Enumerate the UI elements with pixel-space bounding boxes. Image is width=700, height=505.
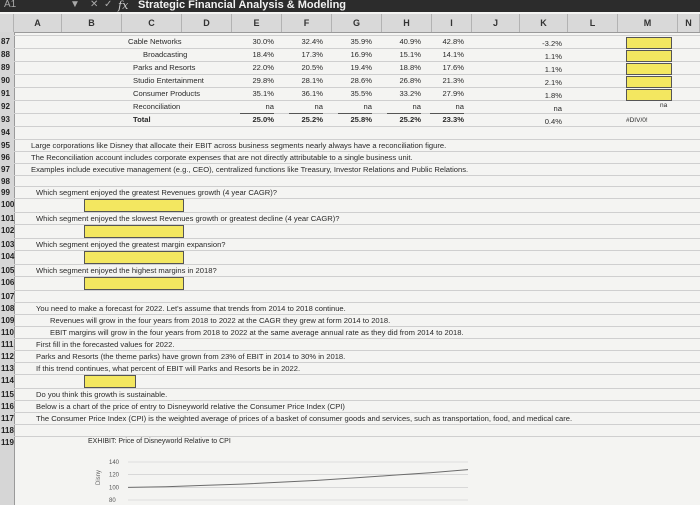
row-header-87[interactable]: 87 (1, 37, 10, 46)
segment-value[interactable]: 16.9% (350, 50, 372, 59)
row-header-93[interactable]: 93 (1, 115, 10, 124)
row-header-113[interactable]: 113 (1, 364, 14, 373)
formula-bar (0, 0, 700, 12)
note-parks-growth[interactable]: Parks and Resorts (the theme parks) have grown from 23% of EBIT in 2014 to 30% in 2018. (36, 352, 346, 361)
column-header-m[interactable]: M (618, 14, 678, 32)
column-header-d[interactable]: D (182, 14, 232, 32)
question-sustainable[interactable]: Do you think this growth is sustainable. (36, 390, 168, 399)
row-header-101[interactable]: 101 (1, 214, 15, 223)
row-gridline (14, 175, 700, 176)
m-na-value[interactable]: na (660, 102, 668, 109)
note-chart-intro[interactable]: Below is a chart of the price of entry to Disneyworld relative the Consumer Price Index (CPI) (36, 402, 345, 411)
segment-value[interactable]: 21.3% (442, 76, 464, 85)
row-header-105[interactable]: 105 (1, 266, 15, 275)
note-cpi-definition[interactable]: The Consumer Price Index (CPI) is the weighted average of prices of a basket of consumer goods and services, such as transportation, food, and medical care. (36, 414, 573, 423)
segment-value[interactable]: 35.9% (350, 37, 372, 46)
column-header-e[interactable]: E (232, 14, 282, 32)
chart-y-tick-label: 120 (109, 472, 120, 479)
input-cell-m87[interactable] (626, 37, 672, 49)
row-header-94[interactable]: 94 (1, 128, 10, 137)
note-reconciliation[interactable]: Large corporations like Disney that allocate their EBIT across business segments nearly always have a reconciliation figure. (31, 141, 447, 150)
name-box[interactable]: A1 (4, 0, 17, 10)
dropdown-icon[interactable]: ▼ (70, 0, 80, 10)
cancel-icon[interactable]: ✕ (90, 0, 99, 10)
segment-value[interactable]: 26.8% (399, 76, 421, 85)
cagr-value[interactable]: na (553, 104, 562, 113)
row-header-88[interactable]: 88 (1, 50, 10, 59)
segment-value[interactable]: 29.8% (252, 76, 274, 85)
segment-value[interactable]: 40.9% (399, 37, 421, 46)
row-header-108[interactable]: 108 (1, 304, 15, 313)
answer-cell-greatest-growth[interactable] (84, 199, 184, 212)
segment-name[interactable]: Cable Networks (128, 37, 182, 46)
column-header-a[interactable]: A (14, 14, 62, 32)
question-slowest-growth[interactable]: Which segment enjoyed the slowest Revenues growth or greatest decline (4 year CAGR)? (36, 214, 340, 223)
column-header-j[interactable]: J (472, 14, 520, 32)
segment-value[interactable]: 35.1% (252, 89, 274, 98)
segment-value[interactable]: 17.6% (442, 63, 464, 72)
row-header-118[interactable]: 118 (1, 426, 14, 435)
row-header-91[interactable]: 91 (1, 89, 10, 98)
total-value[interactable]: 25.0% (240, 113, 274, 125)
segment-value[interactable]: 20.5% (301, 63, 323, 72)
chart-y-label: Disny (96, 469, 102, 485)
segment-value[interactable]: na (455, 102, 464, 111)
row-header-99[interactable]: 99 (1, 188, 10, 197)
chart-plot (88, 440, 478, 505)
segment-value[interactable]: 33.2% (399, 89, 421, 98)
segment-value[interactable]: 30.0% (252, 37, 274, 46)
segment-value[interactable]: 14.1% (442, 50, 464, 59)
fx-icon[interactable]: fx (118, 0, 129, 12)
column-header-f[interactable]: F (282, 14, 332, 32)
segment-value[interactable]: na (314, 102, 323, 111)
segment-value[interactable]: na (265, 102, 274, 111)
row-gridline (14, 424, 700, 425)
column-header-h[interactable]: H (382, 14, 432, 32)
chart-title: EXHIBIT: Price of Disneyworld Relative to CPI (88, 438, 231, 445)
row-header-114[interactable]: 114 (1, 376, 14, 385)
segment-value[interactable]: 36.1% (301, 89, 323, 98)
segment-name[interactable]: Parks and Resorts (133, 63, 196, 72)
chart-y-tick-label: 80 (109, 498, 116, 504)
note-fill-forecast[interactable]: First fill in the forecasted values for 2022. (36, 340, 175, 349)
row-header-106[interactable]: 106 (1, 278, 15, 287)
cpi-exhibit-chart[interactable] (88, 440, 478, 505)
select-all-corner[interactable] (0, 14, 14, 32)
row-header-109[interactable]: 109 (1, 316, 15, 325)
cagr-value[interactable]: 1.8% (544, 91, 562, 100)
answer-cell-margin-expansion[interactable] (84, 251, 184, 264)
segment-value[interactable]: 18.4% (252, 50, 274, 59)
note-examples[interactable]: Examples include executive management (e.g., CEO), centralized functions like Treasury, Investor Relations and Public Relations. (31, 165, 469, 174)
question-highest-margins[interactable]: Which segment enjoyed the highest margins in 2018? (36, 266, 217, 275)
row-header-89[interactable]: 89 (1, 63, 10, 72)
question-margin-expansion[interactable]: Which segment enjoyed the greatest margin expansion? (36, 240, 226, 249)
chart-series-line (128, 470, 468, 488)
cagr-value[interactable]: 0.4% (544, 117, 562, 126)
segment-value[interactable]: 19.4% (350, 63, 372, 72)
note-revenue-growth[interactable]: Revenues will grow in the four years from 2018 to 2022 at the CAGR they grew at form 2014 to 2018. (50, 316, 391, 325)
cagr-value[interactable]: 2.1% (544, 78, 562, 87)
segment-name[interactable]: Broadcasting (143, 50, 188, 59)
segment-value[interactable]: 42.8% (442, 37, 464, 46)
segment-name[interactable]: Consumer Products (133, 89, 201, 98)
question-parks-percent[interactable]: If this trend continues, what percent of EBIT will Parks and Resorts be in 2022. (36, 364, 301, 373)
column-header-l[interactable]: L (568, 14, 618, 32)
row-gridline (14, 290, 700, 291)
row-header-92[interactable]: 92 (1, 102, 10, 111)
total-value[interactable]: 25.8% (338, 113, 372, 125)
row-header-111[interactable]: 111 (1, 340, 14, 349)
div-error-cell[interactable]: #DIV/0! (626, 117, 648, 124)
row-header-103[interactable]: 103 (1, 240, 15, 249)
cagr-value[interactable]: -3.2% (542, 39, 562, 48)
segment-value[interactable]: na (363, 102, 372, 111)
note-reconciliation-account[interactable]: The Reconciliation account includes corporate expenses that are not directly attributable to a single business unit. (31, 153, 413, 162)
chart-y-tick-label: 100 (109, 485, 120, 492)
column-header-b[interactable]: B (62, 14, 122, 32)
row-header-116[interactable]: 116 (1, 402, 14, 411)
column-header-c[interactable]: C (122, 14, 182, 32)
total-value[interactable]: 25.2% (387, 113, 421, 125)
row-header-112[interactable]: 112 (1, 352, 14, 361)
row-header-97[interactable]: 97 (1, 165, 10, 174)
column-header-n[interactable]: N (678, 14, 700, 32)
cagr-value[interactable]: 1.1% (544, 52, 562, 61)
row-header-90[interactable]: 90 (1, 76, 10, 85)
segment-value[interactable]: 18.8% (399, 63, 421, 72)
answer-cell-highest-margins[interactable] (84, 277, 184, 290)
column-header-k[interactable]: K (520, 14, 568, 32)
formula-content[interactable]: Strategic Financial Analysis & Modeling (138, 0, 347, 11)
total-value[interactable]: 23.3% (430, 113, 464, 125)
segment-value[interactable]: 28.1% (301, 76, 323, 85)
chart-y-tick-label: 140 (109, 460, 120, 466)
input-cell-m89[interactable] (626, 63, 672, 75)
row-header-98[interactable]: 98 (1, 177, 10, 186)
row-header-115[interactable]: 115 (1, 390, 14, 399)
segment-name[interactable]: Reconciliation (133, 102, 181, 111)
column-header-row (0, 14, 700, 33)
segment-value[interactable]: 35.5% (350, 89, 372, 98)
confirm-icon[interactable]: ✓ (104, 0, 113, 10)
row-header-100[interactable]: 100 (1, 200, 15, 209)
question-greatest-growth[interactable]: Which segment enjoyed the greatest Revenues growth (4 year CAGR)? (36, 188, 278, 197)
row-header-95[interactable]: 95 (1, 141, 10, 150)
segment-value[interactable]: 27.9% (442, 89, 464, 98)
segment-value[interactable]: 17.3% (301, 50, 323, 59)
cagr-value[interactable]: 1.1% (544, 65, 562, 74)
column-header-i[interactable]: I (432, 14, 472, 32)
input-cell-m88[interactable] (626, 50, 672, 62)
total-value[interactable]: 25.2% (289, 113, 323, 125)
input-cell-m90[interactable] (626, 76, 672, 88)
row-header-117[interactable]: 117 (1, 414, 14, 423)
row-gridline (14, 126, 700, 127)
segment-value[interactable]: 22.0% (252, 63, 274, 72)
segment-name[interactable]: Total (133, 115, 151, 124)
row-header-110[interactable]: 110 (1, 328, 14, 337)
answer-cell-parks-percent[interactable] (84, 375, 136, 388)
segment-name[interactable]: Studio Entertainment (133, 76, 204, 85)
row-header-107[interactable]: 107 (1, 292, 15, 301)
note-ebit-margins[interactable]: EBIT margins will grow in the four years from 2018 to 2022 at the same average annual rate as they did from 2014 to 2018. (50, 328, 464, 337)
segment-value[interactable]: 15.1% (399, 50, 421, 59)
segment-value[interactable]: 32.4% (301, 37, 323, 46)
row-header-104[interactable]: 104 (1, 252, 15, 261)
segment-value[interactable]: na (412, 102, 421, 111)
note-forecast[interactable]: You need to make a forecast for 2022. Let's assume that trends from 2014 to 2018 continue. (36, 304, 346, 313)
row-header-119[interactable]: 119 (1, 438, 14, 447)
answer-cell-slowest-growth[interactable] (84, 225, 184, 238)
column-header-g[interactable]: G (332, 14, 382, 32)
row-header-96[interactable]: 96 (1, 153, 10, 162)
row-header-102[interactable]: 102 (1, 226, 15, 235)
segment-value[interactable]: 28.6% (350, 76, 372, 85)
